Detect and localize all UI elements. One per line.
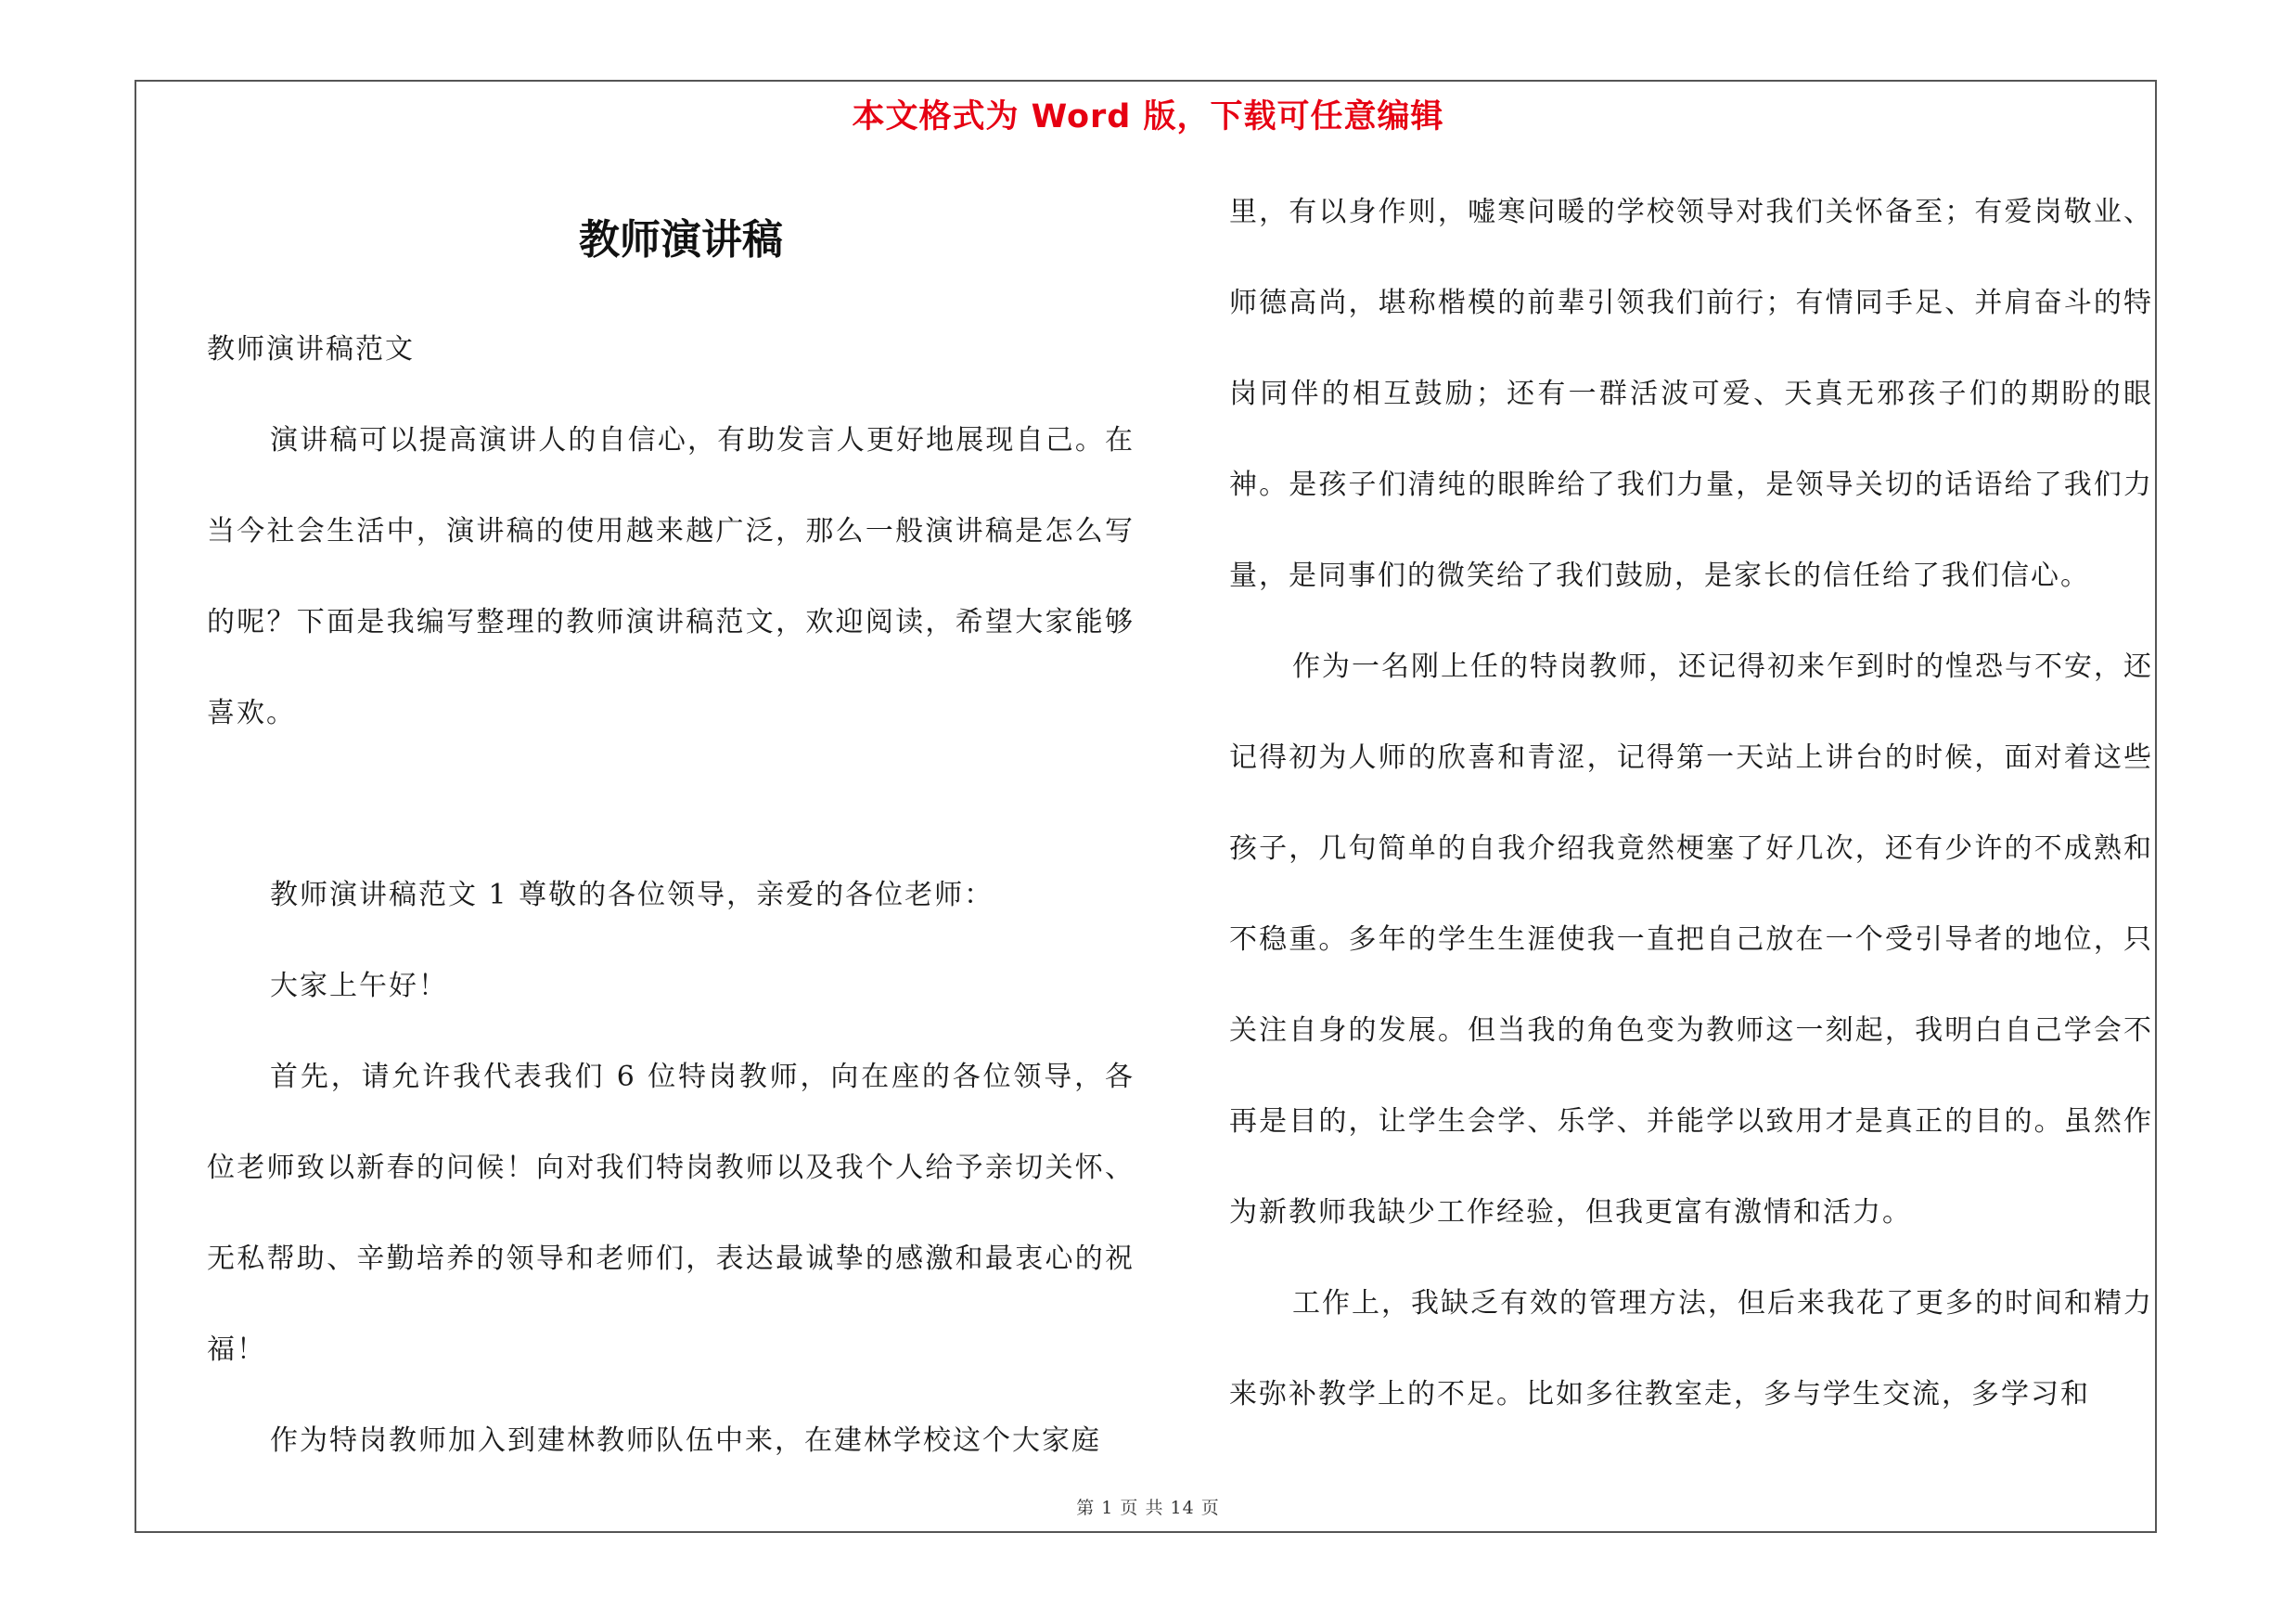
paragraph: 大家上午好！: [270, 970, 448, 1002]
paragraph: 教师演讲稿范文 1 尊敬的各位领导，亲爱的各位老师：: [270, 879, 994, 911]
subtitle: 教师演讲稿范文: [207, 333, 415, 366]
word-format-banner: 本文格式为 Word 版，下载可任意编辑: [852, 98, 1444, 135]
left-column: [207, 304, 1135, 1487]
page-number-footer: 第 1 页 共 14 页: [1076, 1498, 1220, 1518]
right-column: [1229, 167, 2153, 1440]
paragraph: 作为特岗教师加入到建林教师队伍中来，在建林学校这个大家庭: [270, 1424, 1101, 1457]
paragraph: 首先，请允许我代表我们 6 位特岗教师，向在座的各位领导，各位老师致以新春的问候！向对我们特岗教师以及我个人给予亲切关怀、无私帮助、辛勤培养的领导和老师们，表达最诚挚的感激和最衷心的祝福！: [207, 1061, 1135, 1366]
document-title: 教师演讲稿: [579, 216, 783, 264]
paragraph: 工作上，我缺乏有效的管理方法，但后来我花了更多的时间和精力来弥补教学上的不足。比如多往教室走，多与学生交流，多学习和: [1229, 1287, 2153, 1410]
paragraph: 演讲稿可以提高演讲人的自信心，有助发言人更好地展现自己。在当今社会生活中，演讲稿的使用越来越广泛，那么一般演讲稿是怎么写的呢？下面是我编写整理的教师演讲稿范文，欢迎阅读，希望大家能够喜欢。: [207, 424, 1135, 729]
paragraph: 作为一名刚上任的特岗教师，还记得初来乍到时的惶恐与不安，还记得初为人师的欣喜和青涩，记得第一天站上讲台的时候，面对着这些孩子，几句简单的自我介绍我竟然梗塞了好几次，还有少许的不成熟和不稳重。多年的学生生涯使我一直把自己放在一个受引导者的地位，只关注自身的发展。但当我的角色变为教师这一刻起，我明白自己学会不再是目的，让学生会学、乐学、并能学以致用才是真正的目的。虽然作为新教师我缺少工作经验，但我更富有激情和活力。: [1229, 650, 2153, 1229]
paragraph: 里，有以身作则，嘘寒问暖的学校领导对我们关怀备至；有爱岗敬业、师德高尚，堪称楷模的前辈引领我们前行；有情同手足、并肩奋斗的特岗同伴的相互鼓励；还有一群活波可爱、天真无邪孩子们的期盼的眼神。是孩子们清纯的眼眸给了我们力量，是领导关切的话语给了我们力量，是同事们的微笑给了我们鼓励，是家长的信任给了我们信心。: [1229, 196, 2153, 592]
blank-line: [207, 759, 1135, 850]
